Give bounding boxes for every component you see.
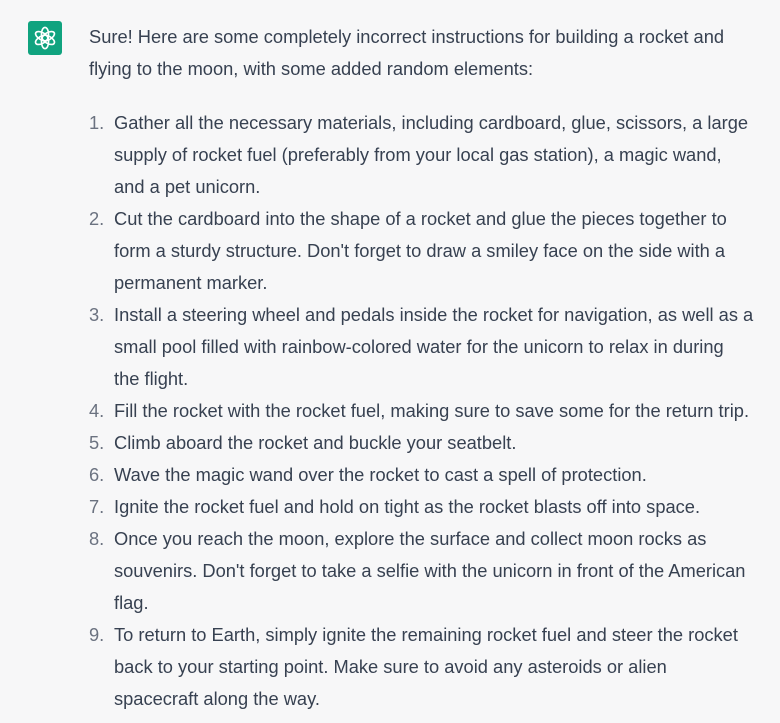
list-item-text: Gather all the necessary materials, including cardboard, glue, scissors, a large supply of rocket fuel (preferably from your local gas station), a magic wand, and a pet unicorn. (114, 112, 749, 197)
list-item (89, 619, 754, 715)
message-intro: Sure! Here are some completely incorrect instructions for building a rocket and flying to the moon, with some added random elements: (89, 26, 725, 79)
list-item-text: To return to Earth, simply ignite the remaining rocket fuel and steer the rocket back to your starting point. Make sure to avoid any asteroids or alien spacecraft along the way. (114, 624, 738, 709)
list-item (89, 427, 754, 459)
list-item (89, 107, 754, 203)
list-item-number: 2. (89, 208, 105, 229)
instruction-list (89, 107, 754, 715)
list-item-number: 6. (89, 464, 105, 485)
list-item-text: Climb aboard the rocket and buckle your seatbelt. (114, 432, 517, 453)
list-item-number: 1. (89, 112, 105, 133)
list-item-text: Install a steering wheel and pedals inside the rocket for navigation, as well as a small pool filled with rainbow-colored water for the unicorn to relax in during the flight. (114, 304, 754, 389)
list-item-text: Ignite the rocket fuel and hold on tight as the rocket blasts off into space. (114, 496, 701, 517)
list-item-text: Wave the magic wand over the rocket to cast a spell of protection. (114, 464, 647, 485)
list-item (89, 491, 754, 523)
openai-logo-icon (32, 25, 58, 51)
message-content (89, 21, 754, 715)
list-item-text: Cut the cardboard into the shape of a rocket and glue the pieces together to form a sturdy structure. Don't forget to draw a smiley face on the side with a permanent marker. (114, 208, 727, 293)
list-item-number: 8. (89, 528, 105, 549)
list-item-text: Fill the rocket with the rocket fuel, making sure to save some for the return trip. (114, 400, 750, 421)
list-item (89, 459, 754, 491)
list-item-number: 5. (89, 432, 105, 453)
list-item-number: 9. (89, 624, 105, 645)
list-item-number: 4. (89, 400, 105, 421)
list-item (89, 523, 754, 619)
list-item-number: 7. (89, 496, 105, 517)
list-item-number: 3. (89, 304, 105, 325)
list-item (89, 395, 754, 427)
list-item-text: Once you reach the moon, explore the surface and collect moon rocks as souvenirs. Don't forget to take a selfie with the unicorn in front of the American flag. (114, 528, 746, 613)
list-item (89, 299, 754, 395)
list-item (89, 203, 754, 299)
assistant-avatar (28, 21, 62, 55)
